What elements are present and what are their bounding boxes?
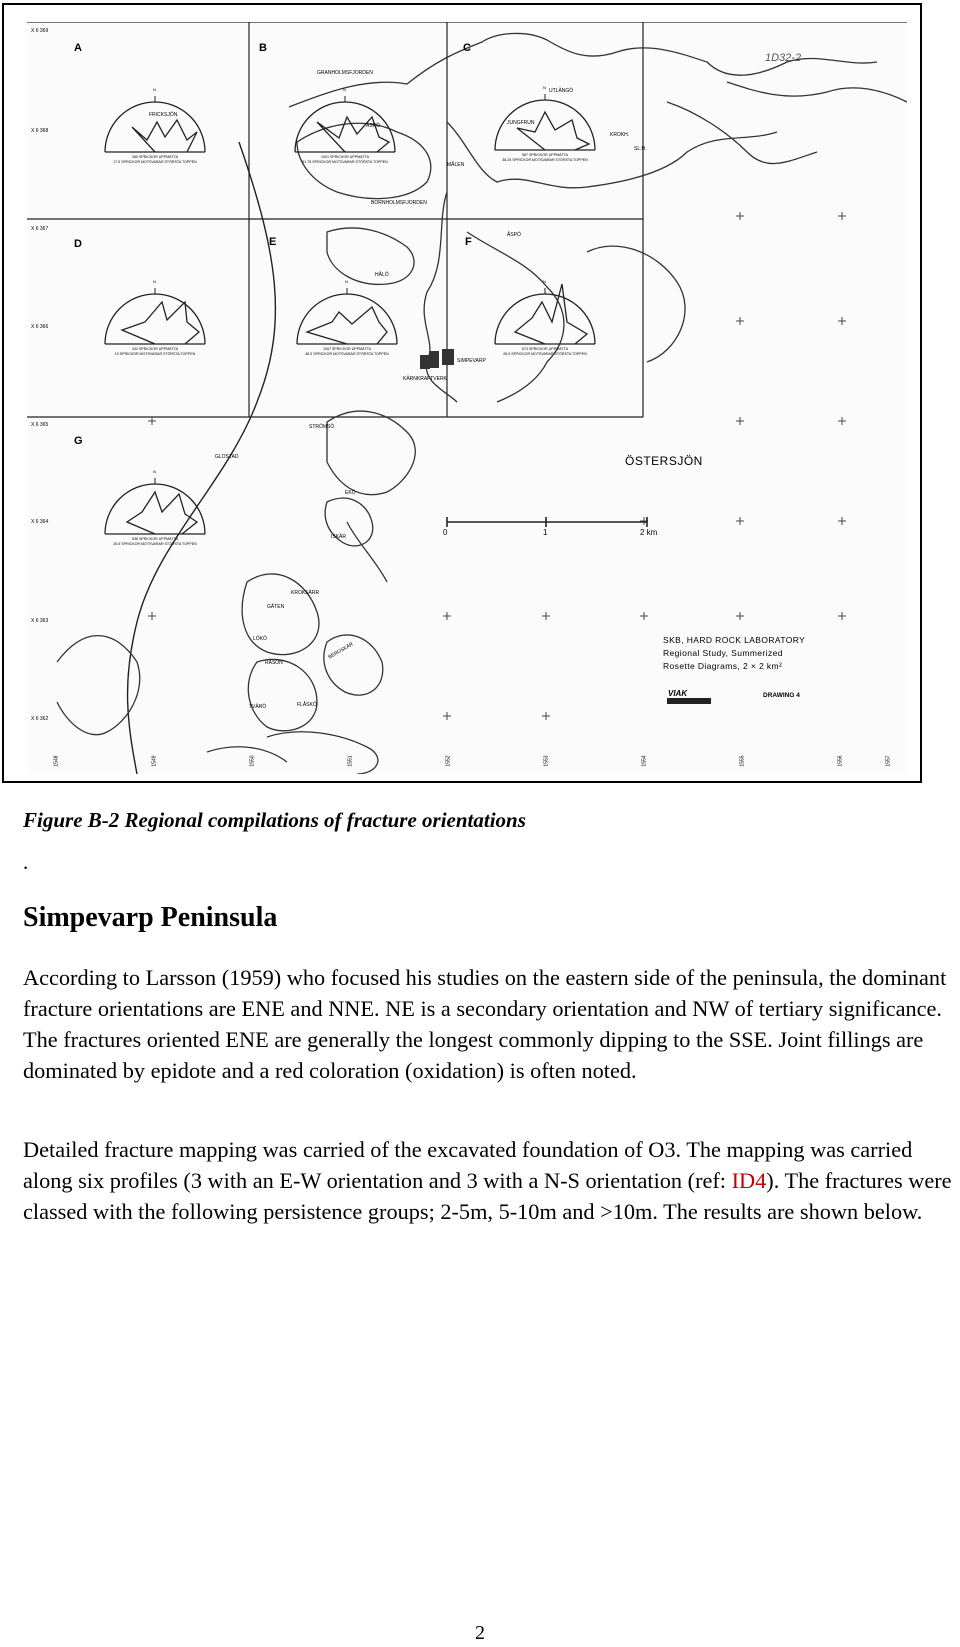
map-stamp: 1D32-2	[765, 52, 802, 64]
place-label: TVÄRÖ	[249, 704, 267, 710]
section-heading: Simpevarp Peninsula	[23, 902, 278, 933]
title-line-3: Rosette Diagrams, 2 × 2 km²	[663, 661, 783, 671]
place-label: FRICKSJÖN	[149, 112, 178, 118]
page-number: 2	[475, 1622, 485, 1644]
x-coord: 1549	[151, 755, 158, 767]
paragraph-2-text-end: ). The fractures were classed with the following persistence groups; 2-5m, 5-10m and >10m. The results are shown below.	[23, 1168, 952, 1224]
reference-link[interactable]: ID4	[731, 1168, 767, 1193]
figure-caption: Figure B-2 Regional compilations of fracture orientations	[23, 808, 526, 832]
rosette-caption: 536 SPRICKOR UPPMÄTTA 26.5 SPRICKOR MOTSVARAR STÖRSTA TOPPEN	[113, 537, 197, 546]
x-coord: 1553	[543, 755, 550, 767]
place-label: EKÖ	[345, 490, 356, 496]
place-label: UTLÄNGÖ	[549, 88, 574, 94]
x-coord: 1550	[249, 755, 256, 767]
y-coord: X 6 362	[31, 716, 49, 722]
y-coord: X 6 366	[31, 324, 49, 330]
drawing-number: DRAWING 4	[763, 692, 800, 699]
y-coord: X 6 368	[31, 128, 49, 134]
caption-dot: .	[23, 850, 29, 874]
place-label: LÖKÖ	[253, 636, 267, 642]
place-label: JUNGFRUN	[507, 120, 535, 126]
paragraph-2	[23, 1134, 953, 1227]
place-label: BORNHOLMSFJORDEN	[371, 200, 427, 206]
place-label: STRÖMSÖ	[309, 424, 335, 430]
title-line-2: Regional Study, Summerized	[663, 648, 783, 658]
rosette-caption: 587 SPRICKOR UPPMÄTTA 38.25 SPRICKOR MOTSVARAR STÖRSTA TOPPEN	[502, 153, 588, 162]
x-coord: 1552	[445, 755, 452, 767]
rosette-north-label: N	[343, 87, 346, 92]
grid-letter-a: A	[74, 42, 82, 54]
y-coord: X 6 369	[31, 28, 49, 34]
grid-letter-d: D	[74, 238, 82, 250]
place-label: ÄSPÖ	[366, 123, 380, 129]
place-label: GRANHOLMSFJORDEN	[317, 70, 373, 76]
y-coord: X 6 367	[31, 226, 49, 232]
place-label: GÄTEN	[267, 604, 285, 610]
scale-label-0: 0	[443, 528, 448, 537]
place-label: MÅLEN	[447, 162, 465, 168]
place-label: GLOSTAD	[215, 454, 239, 460]
place-label: KROKSÄRR	[291, 590, 320, 596]
sea-label: ÖSTERSJÖN	[625, 454, 703, 468]
y-coord: X 6 364	[31, 519, 49, 525]
title-block	[663, 634, 863, 673]
rosette-caption: 265 SPRICKOR UPPMÄTTA 17.5 SPRICKOR MOTSVARAR STÖRSTA TOPPEN	[113, 155, 197, 164]
rosette-north-label: N	[153, 279, 156, 284]
grid-letter-c: C	[463, 42, 471, 54]
rosette-north-label: N	[543, 279, 546, 284]
x-coord: 1556	[837, 755, 844, 767]
y-coord: X 6 363	[31, 618, 49, 624]
rosette-north-label: N	[153, 87, 156, 92]
place-label: ÅSPÖ	[507, 232, 521, 238]
paragraph-2-text: Detailed fracture mapping was carried of the excavated foundation of O3. The mapping was carried along six profiles (3 with an E-W orientation and 3 with a N-S orientation (ref:	[23, 1137, 913, 1193]
place-label: KÄRNKRAFTVERK	[403, 376, 447, 382]
place-label: SIMPEVARP	[457, 358, 486, 364]
place-label: ISKÄR	[331, 534, 347, 540]
rosette-north-label: N	[345, 279, 348, 284]
regional-map	[27, 22, 907, 774]
grid-letter-f: F	[465, 236, 472, 248]
figure-frame	[2, 3, 922, 783]
place-label: RÅSÖN	[265, 660, 283, 666]
place-label: FLÅSKÖ	[297, 702, 317, 708]
x-coord: 1554	[641, 755, 648, 767]
rosette-caption: 1007 SPRICKOR UPPMÄTTA 48.5 SPRICKOR MOTSVARAR STÖRSTA TOPPEN	[305, 347, 389, 356]
x-coord: 1557	[885, 755, 892, 767]
rosette-caption: 432 SPRICKOR UPPMÄTTA 19 SPRICKOR MOTSVARAR STÖRSTA TOPPEN	[114, 347, 196, 356]
y-coord: X 6 365	[31, 422, 49, 428]
paragraph-1: According to Larsson (1959) who focused his studies on the eastern side of the peninsula, the dominant fracture orientations are ENE and NNE. NE is a secondary orientation and NW of tertiary significance. The fractures oriented ENE are generally the longest commonly dipping to the SSE. Joint fillings are dominated by epidote and a red coloration (oxidation) is often noted.	[23, 965, 947, 1083]
rosette-caption: 573 SPRICKOR UPPMÄTTA 26.5 SPRICKOR MOTSVARAR STÖRSTA TOPPEN	[503, 347, 587, 356]
place-label: KROKH.	[610, 132, 630, 138]
title-line-1: SKB, HARD ROCK LABORATORY	[663, 635, 806, 645]
firm-logo-text: VIAK	[668, 689, 688, 698]
rosette-north-label: N	[153, 469, 156, 474]
x-coord: 1548	[53, 755, 60, 767]
place-label: BERGSKÄR	[327, 641, 355, 661]
place-label: HÅLÖ	[375, 272, 389, 278]
grid-letter-b: B	[259, 42, 267, 54]
place-label: SL.H.	[634, 146, 647, 152]
grid-letter-g: G	[74, 435, 83, 447]
grid-letter-e: E	[269, 236, 277, 248]
x-coord: 1555	[739, 755, 746, 767]
rosette-caption: 1001 SPRICKOR UPPMÄTTA 51.75 SPRICKOR MOTSVARAR STÖRSTA TOPPEN	[302, 155, 388, 164]
rosette-north-label: N	[543, 85, 546, 90]
scale-label-2: 2 km	[640, 528, 658, 537]
x-coord: 1551	[347, 755, 354, 767]
scale-label-1: 1	[543, 528, 548, 537]
